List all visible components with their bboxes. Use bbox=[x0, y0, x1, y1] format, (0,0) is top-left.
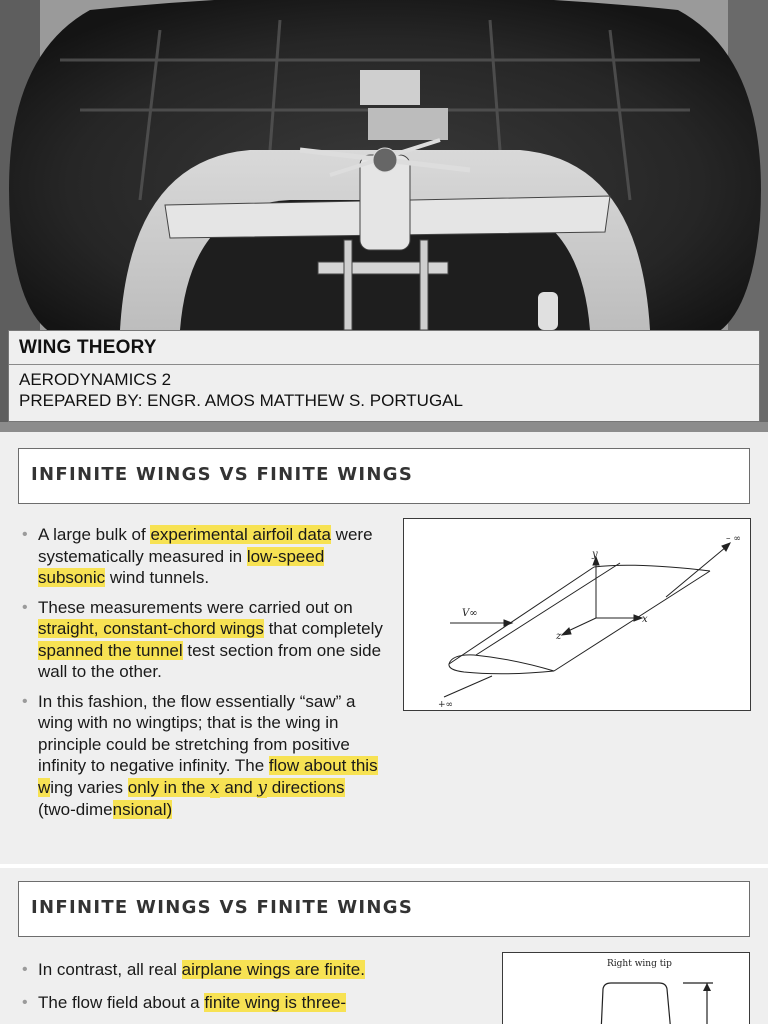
subtitle bbox=[9, 365, 759, 411]
bullet-text: (two-dime bbox=[38, 800, 113, 819]
highlighted-text: flow about this w bbox=[38, 756, 378, 797]
y-axis-label: y bbox=[592, 549, 598, 560]
bullet-text: The flow field about a bbox=[38, 992, 205, 1012]
bullet-text: were systematically measured in bbox=[38, 525, 373, 566]
highlighted-text: experimental airfoil data bbox=[150, 525, 331, 544]
bullet-item bbox=[22, 992, 492, 1014]
highlighted-text: x bbox=[210, 777, 220, 798]
infinite-wing-diagram bbox=[404, 519, 750, 710]
title-box bbox=[8, 330, 760, 422]
highlighted-text: y bbox=[257, 777, 268, 798]
highlighted-text: straight, constant-chord wings bbox=[38, 619, 264, 638]
title-slide bbox=[0, 0, 768, 432]
bullet-text: test section from one side wall to the other. bbox=[38, 640, 382, 681]
highlighted-text: nsional) bbox=[112, 800, 173, 819]
bullet-item bbox=[22, 959, 492, 981]
finite-wing-figure bbox=[502, 952, 750, 1024]
bullet-text: In this fashion, the flow essentially “saw” a wing with no wingtips; that is the wing in principle could be stretching from positive infinity to negative infinity. The bbox=[38, 691, 356, 775]
highlighted-text: spanned the tunnel bbox=[38, 640, 183, 660]
bullet-item bbox=[22, 691, 384, 821]
highlighted-text: finite wing is three- bbox=[204, 992, 347, 1012]
bullet-item bbox=[22, 524, 384, 589]
wing-tip-label: Right wing tip bbox=[607, 959, 672, 969]
slide-header bbox=[18, 448, 750, 504]
slide-header bbox=[18, 881, 750, 937]
highlighted-text: airplane wings are finite. bbox=[181, 960, 365, 979]
highlighted-text: only in the bbox=[127, 777, 210, 797]
bullet-item bbox=[22, 597, 384, 683]
author-line: PREPARED BY: ENGR. AMOS MATTHEW S. PORTUGAL bbox=[19, 391, 463, 410]
bullet-list bbox=[22, 959, 492, 1024]
z-axis-label: z bbox=[556, 631, 562, 642]
bullet-text: ing varies bbox=[50, 777, 128, 797]
freestream-label: V∞ bbox=[462, 608, 478, 619]
slide-infinite-vs-finite-2 bbox=[0, 868, 768, 1024]
bullet-list bbox=[22, 524, 384, 829]
negative-infinity-label: – ∞ bbox=[726, 534, 741, 544]
finite-wing-diagram bbox=[503, 953, 751, 1024]
bullet-text: that completely bbox=[263, 619, 383, 638]
infinite-wing-figure bbox=[403, 518, 751, 711]
bullet-text: wind tunnels. bbox=[105, 568, 210, 587]
highlighted-text: low-speed subsonic bbox=[38, 546, 325, 587]
title-bar bbox=[9, 331, 759, 365]
bullet-text: A large bulk of bbox=[38, 525, 151, 544]
slide-heading: INFINITE WINGS VS FINITE WINGS bbox=[31, 464, 414, 485]
slide-infinite-vs-finite-1 bbox=[0, 432, 768, 864]
course-name: AERODYNAMICS 2 bbox=[19, 370, 172, 389]
presentation-title: WING THEORY bbox=[19, 337, 157, 358]
bullet-text: In contrast, all real bbox=[38, 960, 182, 979]
positive-infinity-label: +∞ bbox=[438, 700, 454, 710]
slide-heading: INFINITE WINGS VS FINITE WINGS bbox=[31, 897, 414, 918]
x-axis-label: x bbox=[642, 614, 648, 625]
bullet-text: These measurements were carried out on bbox=[38, 597, 353, 617]
highlighted-text: and bbox=[219, 777, 258, 797]
highlighted-text: directions bbox=[267, 777, 345, 797]
